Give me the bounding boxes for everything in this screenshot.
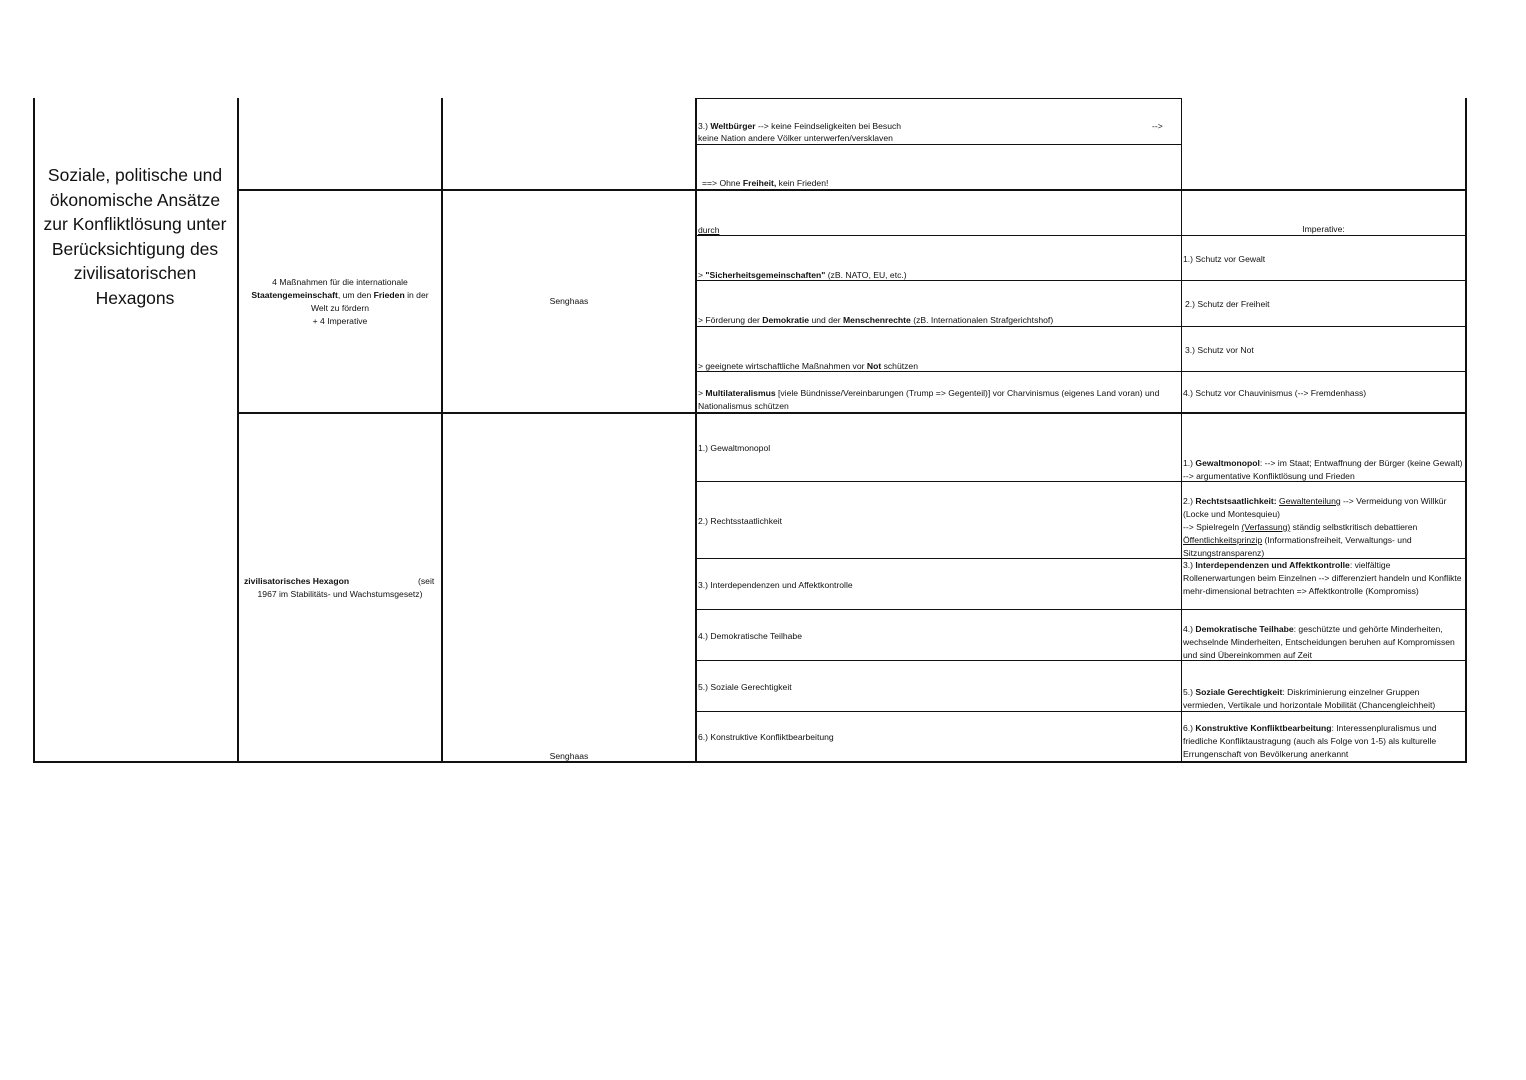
pillar-3: 3.) Interdependenzen und Affektkontrolle — [698, 580, 853, 590]
e4-term: Demokratische Teilhabe — [1195, 624, 1294, 634]
e6-term: Konstruktive Konfliktbearbeitung — [1195, 723, 1332, 733]
pillar-4: 4.) Demokratische Teilhabe — [698, 631, 802, 641]
durch-text: durch — [698, 225, 720, 235]
imperative-2: 2.) Schutz der Freiheit — [1185, 299, 1270, 309]
massnahmen-desc-mid: , um den — [337, 290, 374, 300]
imperative-1: 1.) Schutz vor Gewalt — [1183, 254, 1266, 264]
massnahmen-author: Senghaas — [549, 296, 589, 306]
m1-post: (zB. NATO, EU, etc.) — [825, 270, 907, 280]
e4-num: 4.) — [1183, 624, 1196, 634]
e1-text: : --> im Staat; Entwaffnung der Bürger (keine Gewalt) --> argumentative Konfliktlösung und Frieden — [1183, 458, 1465, 481]
e6-text: : Interessenpluralismus und friedliche Konfliktaustragung (auch als Folge von 1-5) als kulturelle Errungenschaft von Bevölkerung anerkannt — [1183, 723, 1439, 759]
pillar-5: 5.) Soziale Gerechtigkeit — [698, 682, 792, 692]
e4-text: : geschützte und gehörte Minderheiten, wechselnde Minderheiten, Entscheidungen beruhen auf Kompromissen und sind Übereinkommen auf Zeit — [1183, 624, 1458, 660]
m1-pre: > — [698, 270, 706, 280]
hexagon-seit: (seit — [418, 576, 435, 586]
e6-num: 6.) — [1183, 723, 1196, 733]
e2-num: 2.) — [1183, 496, 1196, 506]
e1-term: Gewaltmonopol — [1195, 458, 1260, 468]
e2-t3: ständig selbstkritisch debattieren — [1290, 522, 1418, 532]
weltbuerger-text: --> keine Feindseligkeiten bei Besuch — [755, 121, 902, 131]
explanation-3 — [1183, 559, 1463, 598]
explanation-4 — [1183, 623, 1463, 662]
weltbuerger-arrow: --> — [1152, 121, 1163, 131]
e1-num: 1.) — [1183, 458, 1196, 468]
e2-u3: Öffentlichkeitsprinzip — [1183, 535, 1263, 545]
e3-text: : vielfältige Rollenerwartungen beim Einzelnen --> differenziert handeln und Konflikte mehr-dimensional betrachten => Affektkontrolle (Kompromiss) — [1183, 560, 1464, 596]
m1-term: "Sicherheitsgemeinschaften" — [705, 270, 826, 280]
durch-label — [698, 224, 720, 237]
e2-t2: --> Spielregeln — [1183, 522, 1242, 532]
massnahmen-desc-extra: + 4 Imperative — [312, 316, 368, 326]
imperative-3: 3.) Schutz vor Not — [1185, 345, 1254, 355]
hexagon-desc: 1967 im Stabilitäts- und Wachstumsgesetz) — [257, 589, 423, 599]
grid-line — [33, 761, 1467, 763]
m2-term1: Demokratie — [762, 315, 810, 325]
imperative-4: 4.) Schutz vor Chauvinismus (--> Fremdenhass) — [1183, 388, 1367, 398]
weltbuerger-line2: keine Nation andere Völker unterwerfen/versklaven — [698, 133, 893, 143]
m4-term: Multilateralismus — [705, 388, 776, 398]
massnahmen-description — [244, 276, 436, 328]
massnahmen-desc-term2: Frieden — [373, 290, 405, 300]
e5-num: 5.) — [1183, 687, 1196, 697]
hexagon-term — [244, 575, 349, 588]
hexagon-term-text: zivilisatorisches Hexagon — [244, 576, 350, 586]
explanation-5 — [1183, 686, 1463, 712]
m4-post: [viele Bündnisse/Vereinbarungen (Trump => Gegenteil)] vor Charvinismus (eigenes Land voran) und Nationalismus schützen — [698, 388, 1162, 411]
e2-u1: Gewaltenteilung — [1279, 496, 1341, 506]
grid-line — [695, 98, 697, 763]
weltbuerger-term: Weltbürger — [710, 121, 756, 131]
m2-mid: und der — [809, 315, 843, 325]
pillar-1: 1.) Gewaltmonopol — [698, 443, 771, 453]
m2-pre: > Förderung der — [698, 315, 763, 325]
grid-line — [695, 609, 1467, 610]
m2-term2: Menschenrechte — [843, 315, 911, 325]
freiheit-term: Freiheit, — [742, 178, 777, 188]
massnahmen-desc-pre: 4 Maßnahmen für die internationale — [272, 277, 408, 287]
massnahme-1 — [698, 269, 1178, 282]
grid-line — [1465, 98, 1467, 763]
e2-u2: (Verfassung) — [1241, 522, 1291, 532]
massnahmen-desc-term1: Staatengemeinschaft — [251, 290, 338, 300]
hexagon-author: Senghaas — [549, 751, 589, 761]
grid-line — [441, 98, 443, 763]
freiheit-post: kein Frieden! — [776, 178, 829, 188]
m3-post: schützen — [881, 361, 918, 371]
massnahmen-desc-post: in der Welt zu fördern — [310, 290, 431, 313]
e2-t4: (Informationsfreiheit, Verwaltungs- und Sitzungstransparenz) — [1183, 535, 1415, 558]
grid-line — [695, 98, 1182, 99]
m3-pre: > geeignete wirtschaftliche Maßnahmen vor — [698, 361, 867, 371]
e2-term: Rechtstsaatlichkeit: — [1195, 496, 1277, 506]
grid-line — [1181, 98, 1182, 763]
pillar-6: 6.) Konstruktive Konfliktbearbeitung — [698, 732, 834, 742]
imperative-header: Imperative: — [1302, 224, 1345, 234]
explanation-6 — [1183, 722, 1463, 761]
massnahme-3 — [698, 360, 1178, 373]
m4-pre: > — [698, 388, 706, 398]
weltbuerger-num: 3.) — [698, 121, 711, 131]
m2-post: (zB. Internationalen Strafgerichtshof) — [910, 315, 1054, 325]
e2-t1: --> Vermeidung von Willkür (Locke und Montesquieu) — [1183, 496, 1449, 519]
m3-term: Not — [866, 361, 882, 371]
pillar-2: 2.) Rechtsstaatlichkeit — [698, 516, 783, 526]
e3-term: Interdependenzen und Affektkontrolle — [1195, 560, 1350, 570]
massnahme-2 — [698, 314, 1178, 327]
freiheit-pre: ==> Ohne — [702, 178, 743, 188]
explanation-2 — [1183, 495, 1463, 560]
e5-text: : Diskriminierung einzelner Gruppen vermieden, Vertikale und horizontale Mobilität (Chancengleichheit) — [1183, 687, 1436, 710]
e3-num: 3.) — [1183, 560, 1196, 570]
grid-line — [237, 98, 239, 763]
explanation-1 — [1183, 457, 1463, 483]
e5-term: Soziale Gerechtigkeit — [1195, 687, 1283, 697]
freiheit-cell — [702, 177, 1172, 190]
massnahme-4 — [698, 387, 1178, 413]
grid-line — [33, 98, 35, 763]
topic-heading: Soziale, politische und ökonomische Ansätze zur Konfliktlösung unter Berücksichtigung des zivilisatorischen Hexagons — [43, 165, 227, 308]
